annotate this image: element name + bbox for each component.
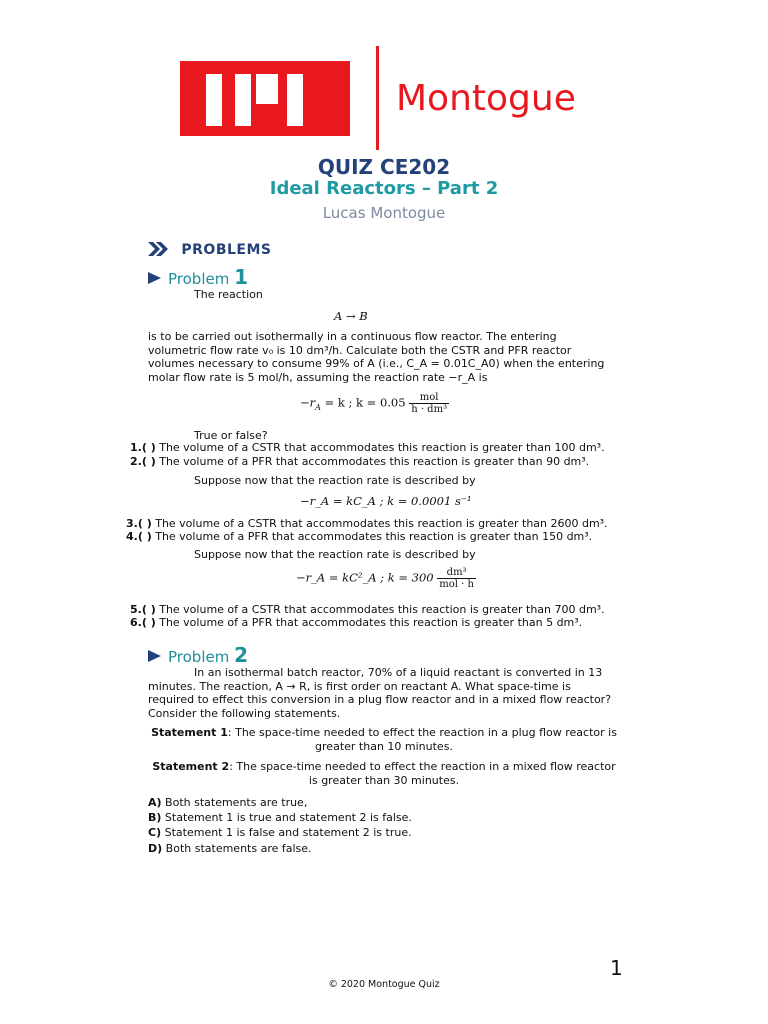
section-heading [148, 242, 272, 258]
problem-1-intro: The reaction [194, 288, 263, 301]
statement-row: 4.( ) The volume of a PFR that accommodates this reaction is greater than 150 dm³. [126, 530, 593, 543]
option-b: B) Statement 1 is true and statement 2 is false. [148, 811, 412, 824]
problem-1-heading: Problem 1 [148, 265, 248, 289]
logo-mark [180, 61, 350, 136]
reaction-equation: A → B [334, 309, 368, 323]
option-c: C) Statement 1 is false and statement 2 is true. [148, 826, 412, 839]
brand-name: Montogue [396, 78, 576, 119]
option-a: A) Both statements are true, [148, 796, 308, 809]
statement-1: Statement 1: The space-time needed to effect the reaction in a plug flow reactor is greater than 10 minutes. [151, 726, 617, 753]
rate-law-1: $-r_A = k$ ; k = 0.05 $\frac{\text{mol}}{\text{h · dm³}}$ [300, 392, 448, 415]
double-chevron-right-icon [148, 242, 170, 256]
statement-row: 5.( ) The volume of a CSTR that accommodates this reaction is greater than 700 dm³. [130, 603, 605, 616]
rate-law-2: −r_A = kC_A ; k = 0.0001 s⁻¹ [300, 494, 472, 508]
quiz-subtitle: Ideal Reactors – Part 2 [269, 178, 499, 199]
triangle-right-icon [148, 650, 161, 662]
suppose-text-2: Suppose now that the reaction rate is described by [194, 548, 476, 561]
true-false-label: True or false? [194, 429, 268, 442]
statement-row: 1.( ) The volume of a CSTR that accommodates this reaction is greater than 100 dm³. [130, 441, 605, 454]
page-number: 1 [610, 956, 623, 980]
author: Lucas Montogue [322, 204, 446, 222]
problem-2-description: In an isothermal batch reactor, 70% of a liquid reactant is converted in 13 minutes. The reaction, A → R, is first order on reactant A. What space-time is required to effect this conversion in a plug flow reactor and in a mixed flow reactor? Consider the following statements. [148, 666, 612, 720]
logo-divider [376, 46, 379, 150]
footer-copyright: © 2020 Montogue Quiz [328, 979, 440, 990]
logo-glyph [180, 61, 350, 136]
statement-row: 3.( ) The volume of a CSTR that accommodates this reaction is greater than 2600 dm³. [126, 517, 608, 530]
statement-row: 6.( ) The volume of a PFR that accommodates this reaction is greater than 5 dm³. [130, 616, 583, 629]
quiz-title: QUIZ CE202 [317, 155, 451, 179]
problem-1-description: is to be carried out isothermally in a continuous flow reactor. The entering volumetric flow rate v₀ is 10 dm³/h. Calculate both the CSTR and PFR reactor volumes necessary to consume 99% of A (i.e., C_A = 0.01C_A0) when the entering molar flow rate is 5 mol/h, assuming the reaction rate −r_A is [148, 330, 605, 384]
triangle-right-icon [148, 272, 161, 284]
rate-law-3: −r_A = kC²_A ; k = 300 $\frac{\text{dm³}}{\text{mol · h}}$ [296, 567, 474, 590]
problem-2-heading: Problem 2 [148, 643, 248, 667]
statement-2: Statement 2: The space-time needed to effect the reaction in a mixed flow reactor is greater than 30 minutes. [152, 760, 616, 787]
statement-row: 2.( ) The volume of a PFR that accommodates this reaction is greater than 90 dm³. [130, 455, 590, 468]
suppose-text-1: Suppose now that the reaction rate is described by [194, 474, 476, 487]
section-title: PROBLEMS [181, 242, 272, 258]
option-d: D) Both statements are false. [148, 842, 312, 855]
